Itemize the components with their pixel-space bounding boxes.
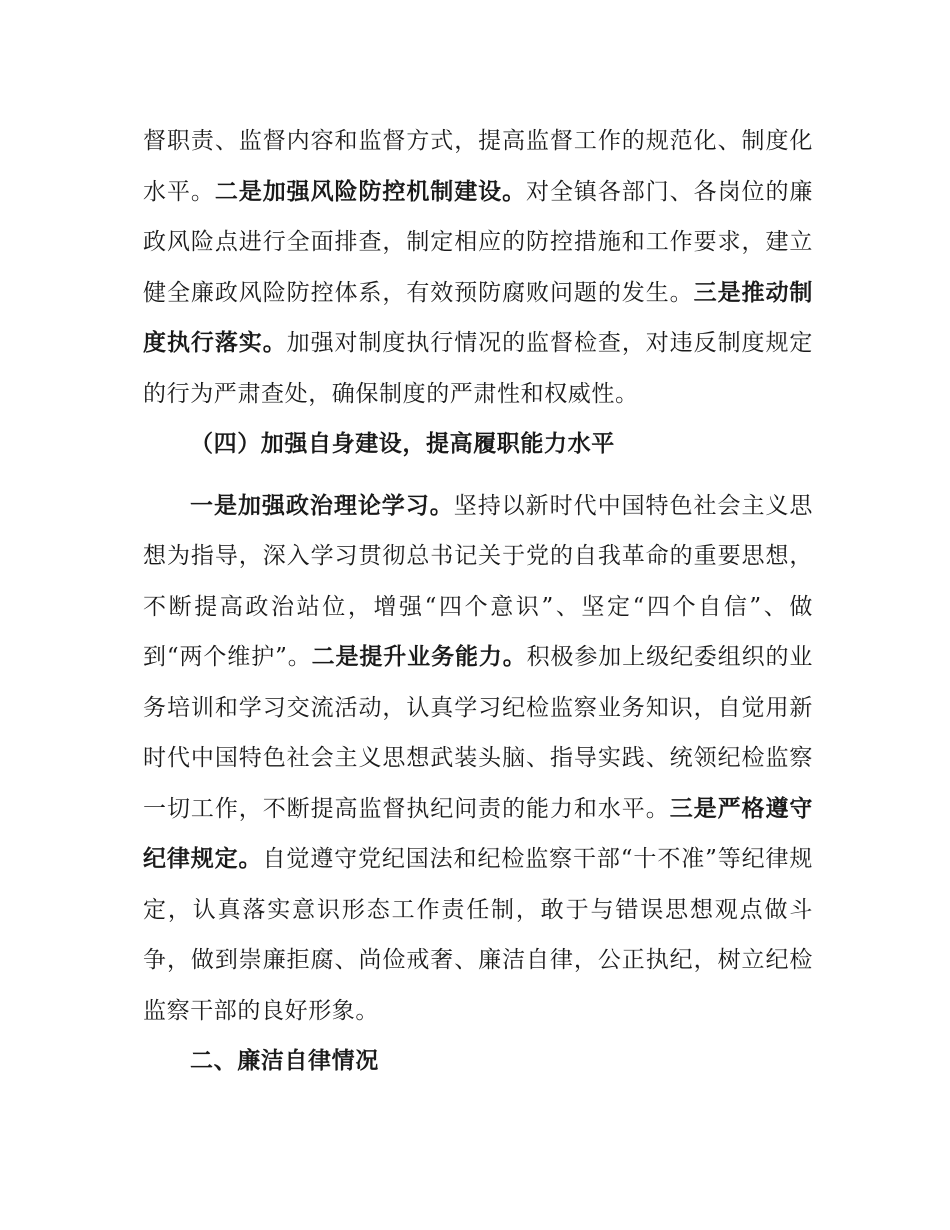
- text-run: 自觉遵守党纪国法和纪检监察干部“十不准”等纪律规定，认真落实意识形态工作责任制，敢于与错误思想观点做斗争，做到崇廉拒腐、尚俭戒奢、廉洁自律，公正执纪，树立纪检监察干部的良好形象。: [143, 846, 814, 1024]
- paragraph-self-building: [143, 481, 813, 1037]
- text-run: 坚持以新时代中国特色社会主义思想为指导，深入学习贯彻总书记关于党的自我革命的重要思想，不断提高政治站位，增强“四个意识”、坚定“四个自信”、做到“两个维护”。: [143, 492, 813, 670]
- bold-lead-discipline: 三是严格遵守纪律规定。: [143, 795, 813, 872]
- bold-lead-risk-control: 二是加强风险防控机制建设。: [214, 178, 527, 205]
- text-run: 积极参加上级纪委组织的业务培训和学习交流活动，认真学习纪检监察业务知识，自觉用新时代中国特色社会主义思想武装头脑、指导实践、统领纪检监察一切工作，不断提高监督执纪问责的能力和水平。: [143, 644, 813, 822]
- text-run: 对全镇各部门、各岗位的廉政风险点进行全面排查，制定相应的防控措施和工作要求，建立健全廉政风险防控体系，有效预防腐败问题的发生。: [143, 178, 813, 306]
- text-run: 督职责、监督内容和监督方式，提高监督工作的规范化、制度化水平。: [143, 128, 813, 205]
- paragraph-supervision-mechanism: [143, 116, 813, 419]
- section-heading-integrity: 二、廉洁自律情况: [190, 1048, 379, 1074]
- bold-lead-political-theory: 一是加强政治理论学习。: [190, 492, 454, 519]
- bold-lead-business-ability: 二是提升业务能力。: [311, 644, 527, 670]
- section-heading-self-building: （四）加强自身建设，提高履职能力水平: [190, 431, 615, 457]
- text-run: 加强对制度执行情况的监督检查，对违反制度规定的行为严肃查处，确保制度的严肃性和权威性。: [143, 330, 814, 407]
- document-page: [143, 116, 813, 1087]
- bold-lead-system-execution: 三是推动制度执行落实。: [143, 279, 814, 356]
